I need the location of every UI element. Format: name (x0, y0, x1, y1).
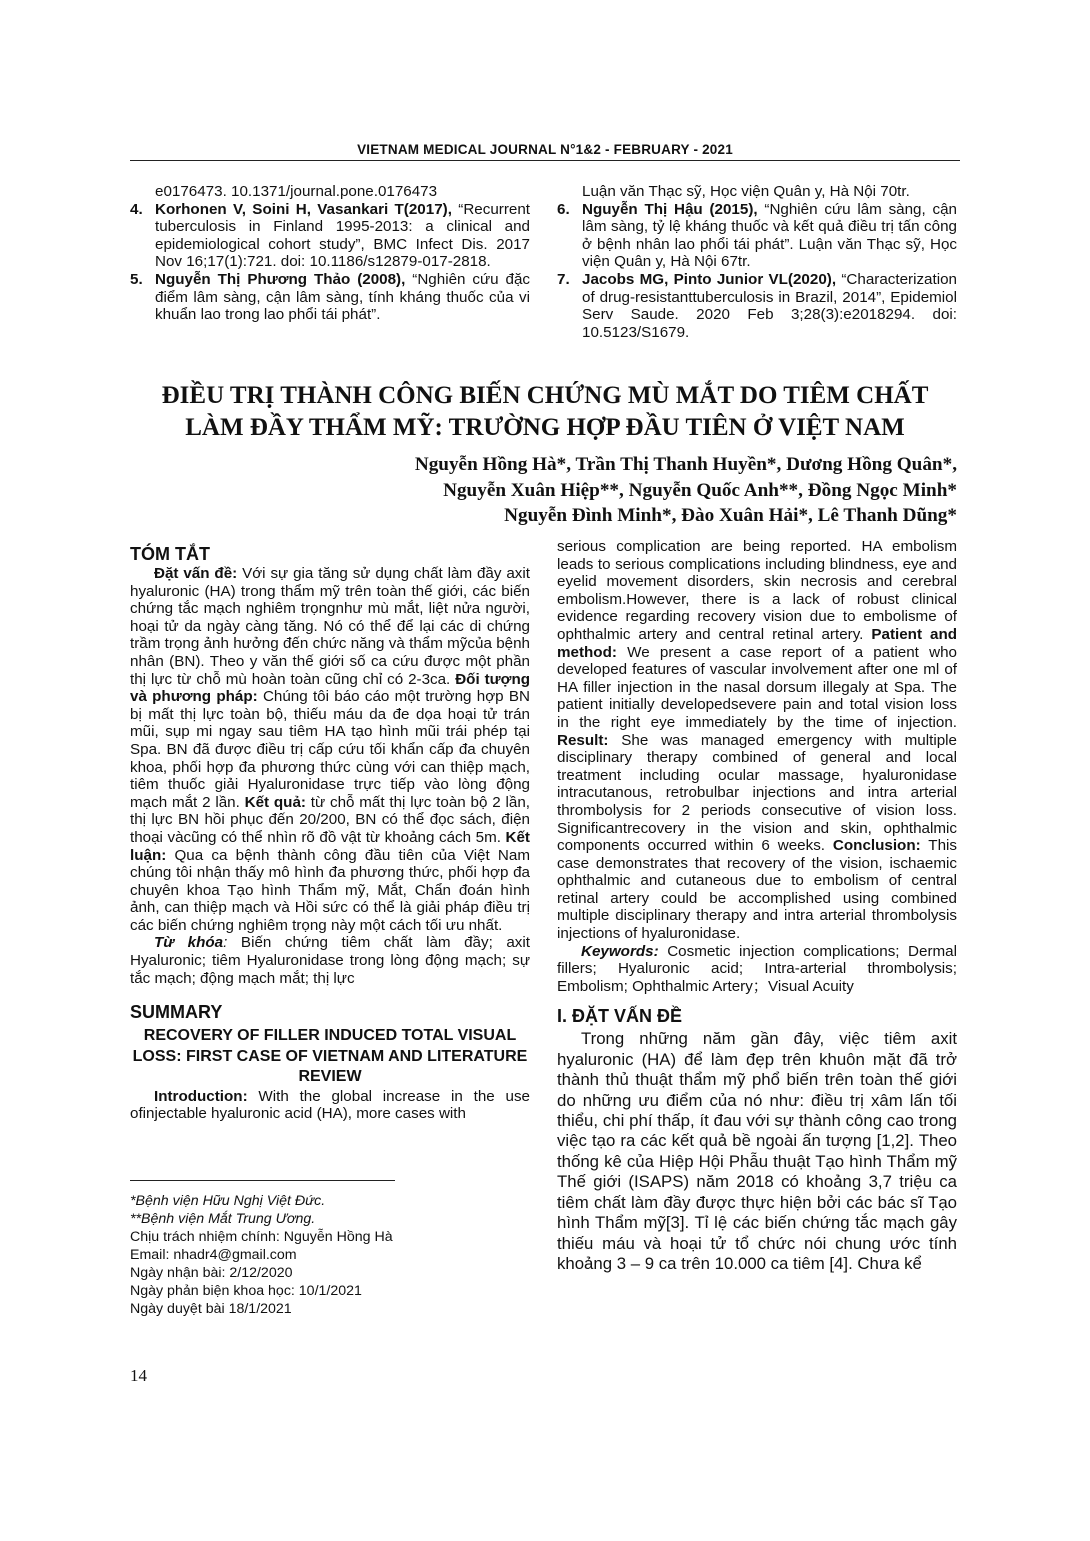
left-column (130, 543, 530, 1123)
reference-number: 6. (557, 200, 570, 218)
article-authors (257, 452, 957, 529)
summary-text: She was managed emergency with multiple disciplinary therapy combined of general and local treatment including ocular massage, hyaluronidase intracutanous, retrobulbar injections and intra arterial thrombolysis for 2 periods consecutive of vision loss. Significantrecovery in the vision and skin, ophthalmic components occurred within 6 weeks. (557, 731, 957, 855)
right-column (557, 538, 957, 1274)
keywords-text: Cosmetic injection complications; Dermal fillers; Hyaluronic acid; Intra-arterial thrombolysis; Embolism; Ophthalmic Artery；Visual Acuity (557, 942, 957, 995)
summary-text: With the global increase in the use ofinjectable hyaluronic acid (HA), more cases with (130, 1087, 530, 1123)
footnote-rule (130, 1180, 395, 1181)
abstract-text: Với sự gia tăng sử dụng chất làm đầy axit hyaluronic (HA) trong thẩm mỹ trên toàn thế giới, các biến chứng tắc mạch nghiêm trọngnhư mù mắt, liệt nửa người, hoại tử da ngày càng tăng. Nó có thể để lại các di chứng trầm trọng ảnh hưởng đến chức năng và thẩm mỹcủa bệnh nhân (BN). Theo y văn thế giới số ca cứu được một phần thị lực từ chỗ mù hoàn toàn cũng chỉ có 2-3ca. (130, 565, 530, 688)
footnote-reviewed: Ngày phản biện khoa học: 10/1/2021 (130, 1283, 362, 1299)
summary-label: Conclusion: (832, 837, 921, 855)
reference-authors: Nguyễn Thị Phương Thảo (2008), (155, 270, 406, 288)
article-title (130, 380, 960, 443)
footnote-received: Ngày nhận bài: 2/12/2020 (130, 1265, 293, 1281)
summary-text: We present a case report of a patient who developed features of vascular involvement after one ml of HA filler injection in the nasal dorsum illegaly at Spa. The patient initially developedsevere pain and total vision loss in the right eye immediately by the time of injection. (557, 643, 957, 731)
authors-line: Nguyễn Đình Minh*, Đào Xuân Hải*, Lê Thanh Dũng* (504, 505, 957, 526)
summary-label: Result: (557, 731, 609, 749)
abstract-text: Qua ca bệnh thành công đầu tiên của Việt Nam chúng tôi nhận thấy mô hình đa phương thức, phối hợp đa chuyên khoa Tạo hình Thẩm mỹ, Mắt, Chẩn đoán hình ảnh, can thiệp mạch và Hồi sức có thể là giải pháp điều trị các biến chứng nghiêm trọng này một cách tối ưu nhất. (130, 846, 530, 934)
footnote-affiliation: **Bệnh viện Mắt Trung Ương. (130, 1211, 316, 1227)
reference-item-6 (557, 201, 957, 271)
reference-authors: Korhonen V, Soini H, Vasankari T(2017), (155, 200, 452, 218)
tomtat-keywords (130, 934, 530, 987)
summary-keywords (557, 943, 957, 996)
reference-text: “Nghiên cứu lâm sàng, cận lâm sàng, tỷ lệ kháng thuốc và kết quả điều trị tấn công ở bệnh nhân lao phổi tái phát”. Luận văn Thạc sỹ, Học viện Quân y, Hà Nội 67tr. (582, 200, 957, 271)
article-title-line: ĐIỀU TRỊ THÀNH CÔNG BIẾN CHỨNG MÙ MẮT DO TIÊM CHẤT (161, 382, 929, 409)
abstract-label: Đối tượng và phương pháp: (130, 670, 530, 706)
reference-item-4 (130, 201, 530, 271)
references-right (557, 183, 957, 341)
reference-item-7 (557, 271, 957, 341)
section-body: Trong những năm gần đây, việc tiêm axit hyaluronic (HA) để làm đẹp trên khuôn mặt đã trở thành thủ thuật thẩm mỹ phổ biến trên toàn thế giới do những ưu điểm của nó như: điều trị xâm lấn tối thiểu, chi phí thấp, ít đau với sự thành công cao trong việc tạo ra các kết quả bề ngoài ấn tượng [1,2]. Theo thống kê của Hiệp Hội Phẫu thuật Tạo hình Thẩm mỹ Thế giới (ISAPS) năm 2018 có khoảng 3,7 triệu ca tiêm chất làm đầy được thực hiện bởi các bác sĩ Tạo hình Thẩm mỹ[3]. Tỉ lệ các biến chứng tắc mạch gây thiếu máu và hoại tử tổ chức nói chung ước tính khoảng 3 – 9 ca trên 10.000 ca tiêm [4]. Chưa kể (557, 1029, 957, 1273)
reference-authors: Nguyễn Thị Hậu (2015), (582, 200, 758, 218)
footnote-corresponding: Chịu trách nhiệm chính: Nguyễn Hồng Hà (130, 1229, 393, 1245)
footnote-affiliation: *Bệnh viện Hữu Nghị Việt Đức. (130, 1193, 326, 1209)
abstract-label: Kết quả: (244, 793, 306, 811)
keywords-text: Biến chứng tiêm chất làm đầy; axit Hyaluronic; tiêm Hyaluronidase trong lòng động mạch; sự tắc mạch; động mạch mắt; thị lực (130, 934, 530, 987)
reference-number: 7. (557, 270, 570, 288)
keywords-label: Từ khóa (154, 934, 224, 952)
footnote-approved: Ngày duyệt bài 18/1/2021 (130, 1301, 292, 1317)
header-rule (130, 160, 960, 161)
keywords-label: Keywords: (581, 942, 659, 960)
abstract-label: Kết luận: (130, 828, 530, 864)
page-number: 14 (130, 1366, 147, 1385)
reference-text: “Recurrent tuberculosis in Finland 1995-2013: a clinical and epidemiological cohort study”, BMC Infect Dis. 2017 Nov 16;17(1):721. doi: 10.1186/s12879-017-2818. (155, 200, 531, 271)
reference-text: “Characterization of drug-resistanttuberculosis in Brazil, 2014”, Epidemiol Serv Saude. 2020 Feb 3;28(3):e2018294. doi: 10.5123/S1679. (582, 270, 957, 341)
reference-item-5 (130, 271, 530, 324)
reference-text: “Nghiên cứu đặc điểm lâm sàng, cận lâm sàng, tính kháng thuốc của vi khuẩn lao trong lao phổi tái phát”. (155, 270, 531, 324)
summary-heading: SUMMARY (130, 1002, 223, 1023)
reference-authors: Jacobs MG, Pinto Junior VL(2020), (582, 270, 837, 288)
summary-label: Introduction: (154, 1087, 248, 1105)
abstract-label: Đặt vấn đề: (154, 565, 238, 582)
footnotes (130, 1192, 460, 1318)
summary-intro (130, 1088, 530, 1123)
summary-text: serious complication are being reported. HA embolism leads to serious complications including blindness, eye and eyelid movement disorders, skin necrosis and cerebral embolism.However, there is a lack of robust clinical evidence regarding recovery vision due to embolisme of ophthalmic artery and central retinal artery. (557, 538, 957, 643)
abstract-text: Chúng tôi báo cáo một trường hợp BN bị mất thị lực toàn bộ, thiếu máu da đe dọa hoại tử trán mũi, sụp mi ngay sau tiêm HA tạo hình mũi trái phép tại Spa. BN đã được điều trị cấp cứu tối khẩn cấp đa chuyên khoa, phối hợp đa phương thức cùng với can thiệp mạch, tiêm thuốc giải Hyaluronidase trực tiếp vào lòng động mạch mắt 2 lần. (130, 688, 530, 811)
section-heading: I. ĐẶT VẤN ĐỀ (557, 1006, 683, 1027)
reference-continuation: e0176473. 10.1371/journal.pone.0176473 (155, 183, 438, 200)
keywords-colon: : (223, 934, 228, 952)
references-left (130, 183, 530, 324)
authors-line: Nguyễn Xuân Hiệp**, Nguyễn Quốc Anh**, Đồng Ngọc Minh* (443, 479, 957, 501)
tomtat-heading: TÓM TẮT (130, 544, 210, 564)
summary-label: Patient and method: (557, 625, 957, 661)
abstract-text: từ chỗ mất thị lực toàn bộ 2 lần, thị lực BN hồi phục đến 20/200, BN có thể đọc sách, điện thoại vàcũng có thể nhìn rõ đồ vật từ khoảng cách 5m. (130, 793, 530, 846)
article-title-line: LÀM ĐẦY THẨM MỸ: TRƯỜNG HỢP ĐẦU TIÊN Ở VIỆT NAM (185, 413, 905, 441)
tomtat-abstract (130, 565, 530, 934)
summary-text: This case demonstrates that recovery of the vision, ischaemic ophthalmic and cutaneous due to embolism of central retinal artery could be accomplished using combined multiple disciplinary therapy and intra arterial thrombolysis injections of hyaluronidase. (557, 837, 957, 943)
footnote-email: Email: nhadr4@gmail.com (130, 1247, 297, 1263)
reference-number: 5. (130, 270, 143, 288)
journal-header: VIETNAM MEDICAL JOURNAL N°1&2 - FEBRUARY - 2021 (357, 142, 733, 157)
reference-number: 4. (130, 200, 143, 218)
reference-continuation: Luận văn Thạc sỹ, Học viện Quân y, Hà Nội 70tr. (582, 183, 910, 200)
summary-continued (557, 538, 957, 943)
authors-line: Nguyễn Hồng Hà*, Trần Thị Thanh Huyền*, Dương Hồng Quân*, (414, 454, 957, 475)
summary-title: RECOVERY OF FILLER INDUCED TOTAL VISUAL LOSS: FIRST CASE OF VIETNAM AND LITERATURE REVIEW (132, 1027, 528, 1086)
